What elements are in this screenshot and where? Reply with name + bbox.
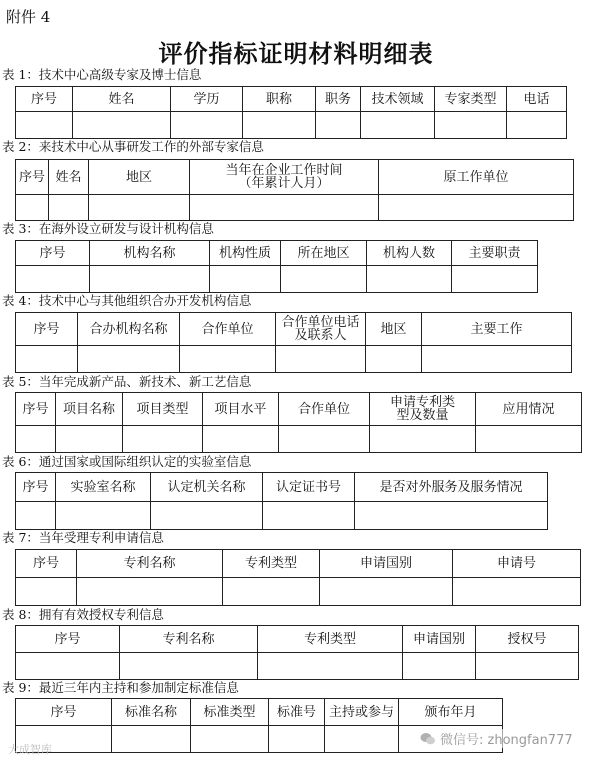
table-5-caption: 表 5：当年完成新产品、新技术、新工艺信息 — [2, 374, 252, 389]
table-7 — [15, 549, 581, 606]
column-header: 序号 — [16, 699, 112, 726]
column-header: 职务 — [316, 87, 361, 112]
column-header: 标准号 — [269, 699, 325, 726]
table-9-caption: 表 9：最近三年内主持和参加制定标准信息 — [2, 680, 239, 695]
column-header: 项目水平 — [203, 393, 279, 426]
wechat-icon — [420, 732, 436, 746]
empty-cell — [77, 578, 223, 606]
document-title: 评价指标证明材料明细表 — [158, 39, 434, 68]
empty-cell — [120, 653, 258, 680]
column-header: 主要工作 — [422, 313, 572, 346]
column-header: 认定证书号 — [263, 473, 355, 502]
column-header: 标准名称 — [112, 699, 191, 726]
column-header: 机构名称 — [90, 241, 210, 266]
table-6-caption: 表 6：通过国家或国际组织认定的实验室信息 — [2, 454, 252, 469]
column-header: 申请专利类 型及数量 — [370, 393, 476, 426]
table-3-caption: 表 3：在海外设立研发与设计机构信息 — [2, 221, 214, 236]
column-header: 申请国别 — [320, 550, 453, 578]
column-header: 实验室名称 — [56, 473, 151, 502]
table-5 — [15, 392, 582, 453]
empty-cell — [112, 726, 191, 753]
column-header: 技术领域 — [361, 87, 435, 112]
column-header: 专利名称 — [120, 626, 258, 653]
column-header: 职称 — [243, 87, 316, 112]
empty-cell — [422, 346, 572, 373]
column-header: 申请号 — [453, 550, 581, 578]
table-2 — [15, 159, 574, 221]
empty-cell — [123, 426, 203, 453]
column-header: 申请国别 — [403, 626, 476, 653]
column-header: 认定机关名称 — [151, 473, 263, 502]
column-header: 序号 — [16, 393, 56, 426]
watermark-right-text: 微信号: zhongfan777 — [440, 733, 573, 748]
attachment-label: 附件 4 — [6, 8, 51, 26]
table-row — [16, 266, 538, 293]
empty-cell — [367, 266, 452, 293]
empty-cell — [279, 426, 370, 453]
empty-cell — [16, 653, 120, 680]
column-header: 合作单位 — [180, 313, 276, 346]
table-row — [16, 346, 572, 373]
table-1-caption: 表 1：技术中心高级专家及博士信息 — [2, 67, 202, 82]
column-header: 姓名 — [49, 160, 89, 195]
empty-cell — [476, 426, 582, 453]
empty-cell — [16, 346, 78, 373]
column-header: 主持或参与 — [325, 699, 399, 726]
empty-cell — [263, 502, 355, 530]
empty-cell — [16, 426, 56, 453]
table-header-row — [16, 626, 579, 653]
column-header: 序号 — [16, 241, 90, 266]
column-header: 授权号 — [476, 626, 579, 653]
empty-cell — [203, 426, 279, 453]
empty-cell — [16, 195, 49, 221]
empty-cell — [16, 266, 90, 293]
empty-cell — [243, 112, 316, 139]
column-header: 机构性质 — [210, 241, 281, 266]
column-header: 地区 — [89, 160, 190, 195]
column-header: 学历 — [171, 87, 243, 112]
empty-cell — [370, 426, 476, 453]
empty-cell — [320, 578, 453, 606]
table-row — [16, 578, 581, 606]
empty-cell — [73, 112, 171, 139]
table-1 — [15, 86, 567, 139]
column-header: 合办机构名称 — [78, 313, 180, 346]
empty-cell — [325, 726, 399, 753]
empty-cell — [276, 346, 366, 373]
column-header: 主要职责 — [452, 241, 538, 266]
empty-cell — [190, 195, 379, 221]
table-header-row — [16, 160, 574, 195]
column-header: 标准类型 — [191, 699, 269, 726]
column-header: 应用情况 — [476, 393, 582, 426]
column-header: 专家类型 — [435, 87, 507, 112]
column-header: 序号 — [16, 473, 56, 502]
empty-cell — [180, 346, 276, 373]
table-header-row — [16, 473, 548, 502]
column-header: 序号 — [16, 313, 78, 346]
column-header: 原工作单位 — [379, 160, 574, 195]
column-header: 专利类型 — [223, 550, 320, 578]
table-header-row — [16, 550, 581, 578]
column-header: 电话 — [507, 87, 567, 112]
empty-cell — [361, 112, 435, 139]
empty-cell — [223, 578, 320, 606]
empty-cell — [453, 578, 581, 606]
empty-cell — [90, 266, 210, 293]
table-3 — [15, 240, 538, 293]
empty-cell — [171, 112, 243, 139]
empty-cell — [281, 266, 367, 293]
table-8-caption: 表 8：拥有有效授权专利信息 — [2, 607, 164, 622]
empty-cell — [210, 266, 281, 293]
table-header-row — [16, 87, 567, 112]
column-header: 合作单位电话 及联系人 — [276, 313, 366, 346]
table-4 — [15, 312, 572, 373]
table-header-row — [16, 699, 503, 726]
column-header: 姓名 — [73, 87, 171, 112]
empty-cell — [452, 266, 538, 293]
empty-cell — [476, 653, 579, 680]
empty-cell — [16, 112, 73, 139]
column-header: 项目类型 — [123, 393, 203, 426]
table-row — [16, 653, 579, 680]
table-row — [16, 195, 574, 221]
table-header-row — [16, 313, 572, 346]
table-row — [16, 112, 567, 139]
column-header: 专利类型 — [258, 626, 403, 653]
empty-cell — [16, 578, 77, 606]
column-header: 序号 — [16, 626, 120, 653]
empty-cell — [379, 195, 574, 221]
empty-cell — [258, 653, 403, 680]
column-header: 机构人数 — [367, 241, 452, 266]
table-row — [16, 426, 582, 453]
empty-cell — [355, 502, 548, 530]
column-header: 当年在企业工作时间 （年累计人月） — [190, 160, 379, 195]
column-header: 合作单位 — [279, 393, 370, 426]
empty-cell — [49, 195, 89, 221]
table-header-row — [16, 241, 538, 266]
table-row — [16, 502, 548, 530]
empty-cell — [56, 502, 151, 530]
table-7-caption: 表 7：当年受理专利申请信息 — [2, 530, 164, 545]
empty-cell — [78, 346, 180, 373]
table-header-row — [16, 393, 582, 426]
table-6 — [15, 472, 548, 530]
column-header: 序号 — [16, 87, 73, 112]
empty-cell — [366, 346, 422, 373]
column-header: 所在地区 — [281, 241, 367, 266]
empty-cell — [435, 112, 507, 139]
empty-cell — [316, 112, 361, 139]
empty-cell — [507, 112, 567, 139]
table-8 — [15, 625, 579, 680]
watermark-right — [420, 729, 573, 748]
column-header: 是否对外服务及服务情况 — [355, 473, 548, 502]
column-header: 地区 — [366, 313, 422, 346]
empty-cell — [269, 726, 325, 753]
column-header: 序号 — [16, 550, 77, 578]
empty-cell — [191, 726, 269, 753]
column-header: 项目名称 — [56, 393, 123, 426]
column-header: 专利名称 — [77, 550, 223, 578]
column-header: 序号 — [16, 160, 49, 195]
empty-cell — [403, 653, 476, 680]
table-2-caption: 表 2：来技术中心从事研发工作的外部专家信息 — [2, 139, 264, 154]
empty-cell — [89, 195, 190, 221]
watermark-left: 大成智库 — [8, 743, 52, 756]
column-header: 颁布年月 — [399, 699, 503, 726]
empty-cell — [56, 426, 123, 453]
table-4-caption: 表 4：技术中心与其他组织合办开发机构信息 — [2, 293, 252, 308]
empty-cell — [16, 502, 56, 530]
empty-cell — [151, 502, 263, 530]
